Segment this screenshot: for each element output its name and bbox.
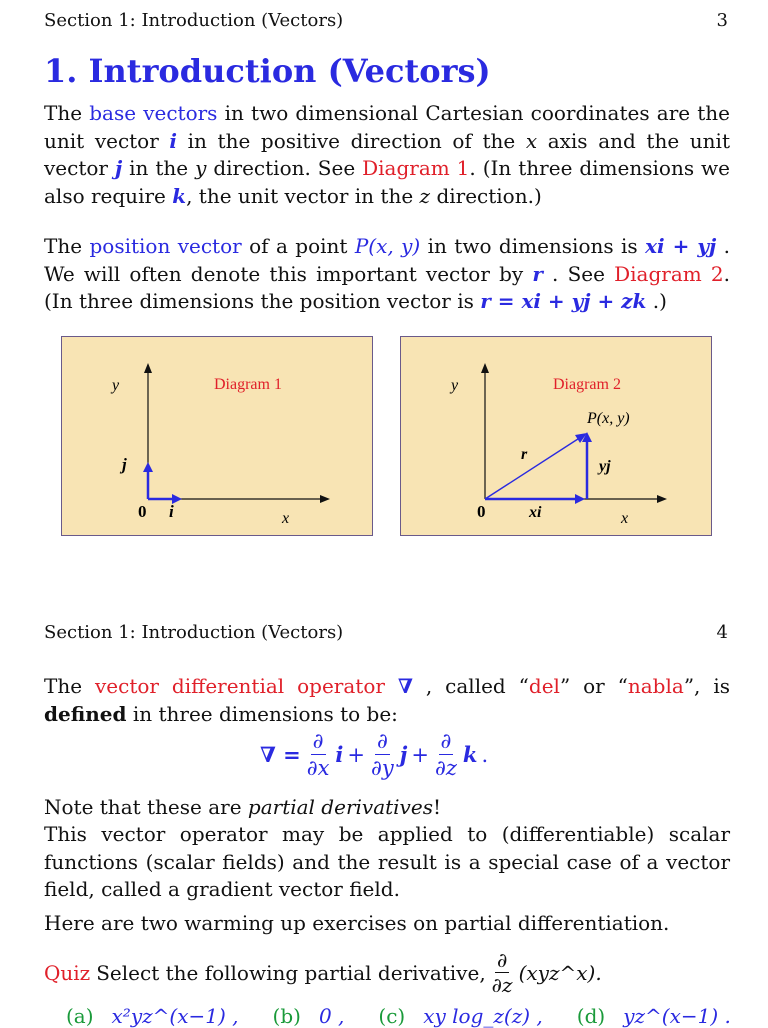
diagram1-link[interactable]: Diagram 1	[362, 156, 470, 180]
origin-label: 0	[477, 502, 486, 521]
quiz-question: Quiz Select the following partial derivative, $\frac{\partial}{\partial z}$ (xyz^x).	[44, 948, 602, 997]
base-vectors-paragraph: The base vectors in two dimensional Cartesian coordinates are the unit vector i in the positive direction of the x axis and the unit vector j in the y direction. See Diagram 1. (In three dimensions we also require k, the unit vector in the z direction.)	[44, 101, 730, 208]
del-link[interactable]: del	[528, 674, 560, 698]
diagram-2	[400, 336, 712, 536]
del-operator-paragraph: The vector differential operator ∇ , called “del” or “nabla”, is defined in three dimensions to be:	[44, 674, 730, 726]
position-vector-paragraph: The position vector of a point P(x, y) in two dimensions is xi + yj . We will often denote this important vector by r . See Diagram 2. (In three dimensions the position vector is r = xi + yj + zk .)	[44, 234, 731, 313]
diagram-2-caption: Diagram 2	[553, 376, 621, 393]
quiz-options	[66, 1004, 731, 1028]
quiz-option-a[interactable]: (a) x²yz^(x−1) ,	[66, 1004, 239, 1028]
y-axis-label: y	[451, 377, 459, 394]
header-section: Section 1: Introduction (Vectors)	[44, 622, 344, 643]
page-header	[44, 622, 728, 643]
quiz-option-c[interactable]: (c) xy log_z(z) ,	[378, 1004, 543, 1028]
position-vector-r	[485, 437, 581, 499]
nabla-definition-formula: ∇ = $\frac{\partial}{\partial x}$ i + $\frac{\partial}{\partial y}$ j + $\frac{\partial}{\partial z}$ k .	[260, 729, 489, 780]
yj-label: yj	[599, 458, 611, 475]
position-vector-link[interactable]: position vector	[89, 234, 242, 258]
diagram-1	[61, 336, 373, 536]
partial-derivatives-note: Note that these are partial derivatives!	[44, 795, 442, 819]
quiz-link[interactable]: Quiz	[44, 960, 91, 985]
r-label: r	[521, 446, 528, 463]
page-number: 4	[716, 622, 728, 643]
i-label: i	[169, 502, 174, 521]
diagram-2-svg	[401, 337, 711, 535]
x-axis-label: x	[282, 510, 290, 527]
y-axis-label: y	[112, 377, 120, 394]
xi-label: xi	[529, 504, 542, 521]
origin-label: 0	[138, 502, 147, 521]
base-vectors-link[interactable]: base vectors	[89, 101, 218, 125]
diagram-1-svg	[62, 337, 372, 535]
diagram-1-caption: Diagram 1	[214, 376, 282, 393]
page-header	[44, 10, 728, 31]
section-title: 1. Introduction (Vectors)	[44, 52, 491, 90]
vector-differential-operator-link[interactable]: vector differential operator	[95, 674, 385, 698]
nabla-link[interactable]: nabla	[627, 674, 684, 698]
header-section: Section 1: Introduction (Vectors)	[44, 10, 344, 31]
quiz-option-b[interactable]: (b) 0 ,	[272, 1004, 345, 1028]
quiz-option-d[interactable]: (d) yz^(x−1) .	[576, 1004, 731, 1028]
gradient-paragraph: This vector operator may be applied to (differentiable) scalar functions (scalar fields) and the result is a special case of a vector field, called a gradient vector field.	[44, 822, 730, 901]
warming-up-paragraph: Here are two warming up exercises on partial differentiation.	[44, 911, 670, 935]
point-label: P(x, y)	[587, 410, 630, 427]
j-label: j	[122, 455, 127, 474]
x-axis-label: x	[621, 510, 629, 527]
page-number: 3	[716, 10, 728, 31]
diagram2-link[interactable]: Diagram 2	[614, 261, 724, 286]
